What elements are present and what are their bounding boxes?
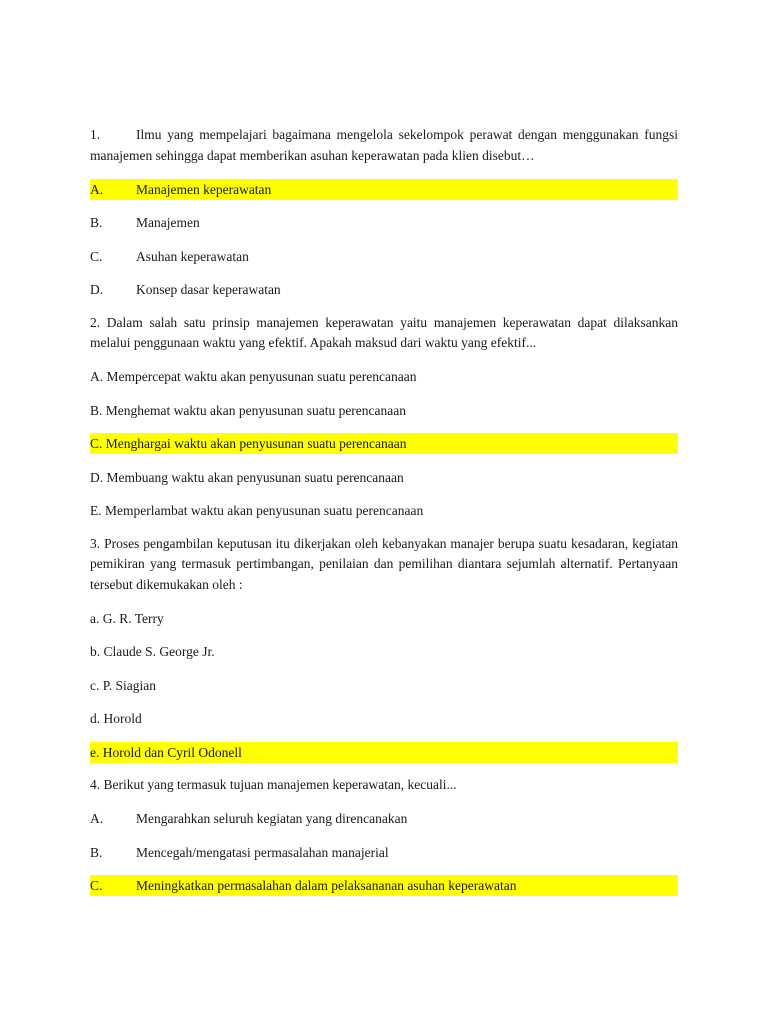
q1-option-a [90, 179, 678, 200]
question-3-text: 3. Proses pengambilan keputusan itu dikerjakan oleh kebanyakan manajer berupa suatu kesadaran, kegiatan pemikiran yang termasuk pertimbangan, penilaian dan pemilihan diantara sejumlah alternatif. Pertanyaan tersebut dikemukakan oleh : [90, 535, 678, 592]
q3-option-c: c. P. Siagian [90, 677, 156, 693]
q4-option-b-text: Mencegah/mengatasi permasalahan manajerial [136, 844, 389, 860]
q1-option-c-letter: C. [90, 248, 103, 264]
q4-option-c [90, 875, 678, 896]
q2-option-b: B. Menghemat waktu akan penyusunan suatu perencanaan [90, 402, 407, 418]
question-1-number: 1. [90, 127, 101, 142]
q1-option-d-letter: D. [90, 282, 104, 297]
document-content [90, 125, 678, 896]
q1-option-c-text: Asuhan keperawatan [136, 248, 249, 264]
q4-option-c-letter: C. [90, 878, 103, 893]
q2-option-d: D. Membuang waktu akan penyusunan suatu perencanaan [90, 469, 404, 485]
q3-option-b: b. Claude S. George Jr. [90, 644, 215, 659]
q3-option-e: e. Horold dan Cyril Odonell [90, 742, 678, 763]
q4-option-b [90, 842, 678, 863]
q4-option-a-text: Mengarahkan seluruh kegiatan yang direncanakan [136, 811, 408, 826]
q2-option-c: C. Menghargai waktu akan penyusunan suatu perencanaan [90, 433, 678, 454]
q3-option-a: a. G. R. Terry [90, 610, 164, 626]
q1-option-b-letter: B. [90, 215, 103, 230]
q2-option-a: A. Mempercepat waktu akan penyusunan suatu perencanaan [90, 369, 417, 384]
q4-option-b-letter: B. [90, 844, 103, 860]
q2-option-e: E. Memperlambat waktu akan penyusunan suatu perencanaan [90, 503, 424, 518]
q1-option-c [90, 246, 678, 267]
q4-option-c-text: Meningkatkan permasalahan dalam pelaksananan asuhan keperawatan [136, 878, 517, 893]
q1-option-a-text: Manajemen keperawatan [136, 181, 272, 197]
q1-option-d-text: Konsep dasar keperawatan [136, 282, 281, 297]
question-4-text: 4. Berikut yang termasuk tujuan manajemen keperawatan, kecuali... [90, 777, 457, 792]
q1-option-a-letter: A. [90, 181, 104, 197]
question-1-text: Ilmu yang mempelajari bagaimana mengelola sekelompok perawat dengan menggunakan fungsi manajemen sehingga dapat memberikan asuhan keperawatan pada klien disebut… [90, 127, 678, 163]
q4-option-a-letter: A. [90, 811, 104, 826]
q3-option-d: d. Horold [90, 711, 142, 726]
q4-option-a [90, 808, 678, 829]
q1-option-d [90, 279, 678, 300]
q1-option-b [90, 212, 678, 233]
question-2-text: 2. Dalam salah satu prinsip manajemen keperawatan yaitu manajemen keperawatan dapat dilaksankan melalui penggunaan waktu yang efektif. Apakah maksud dari waktu yang efektif... [90, 314, 678, 350]
question-1 [90, 125, 678, 166]
q1-option-b-text: Manajemen [136, 215, 200, 230]
